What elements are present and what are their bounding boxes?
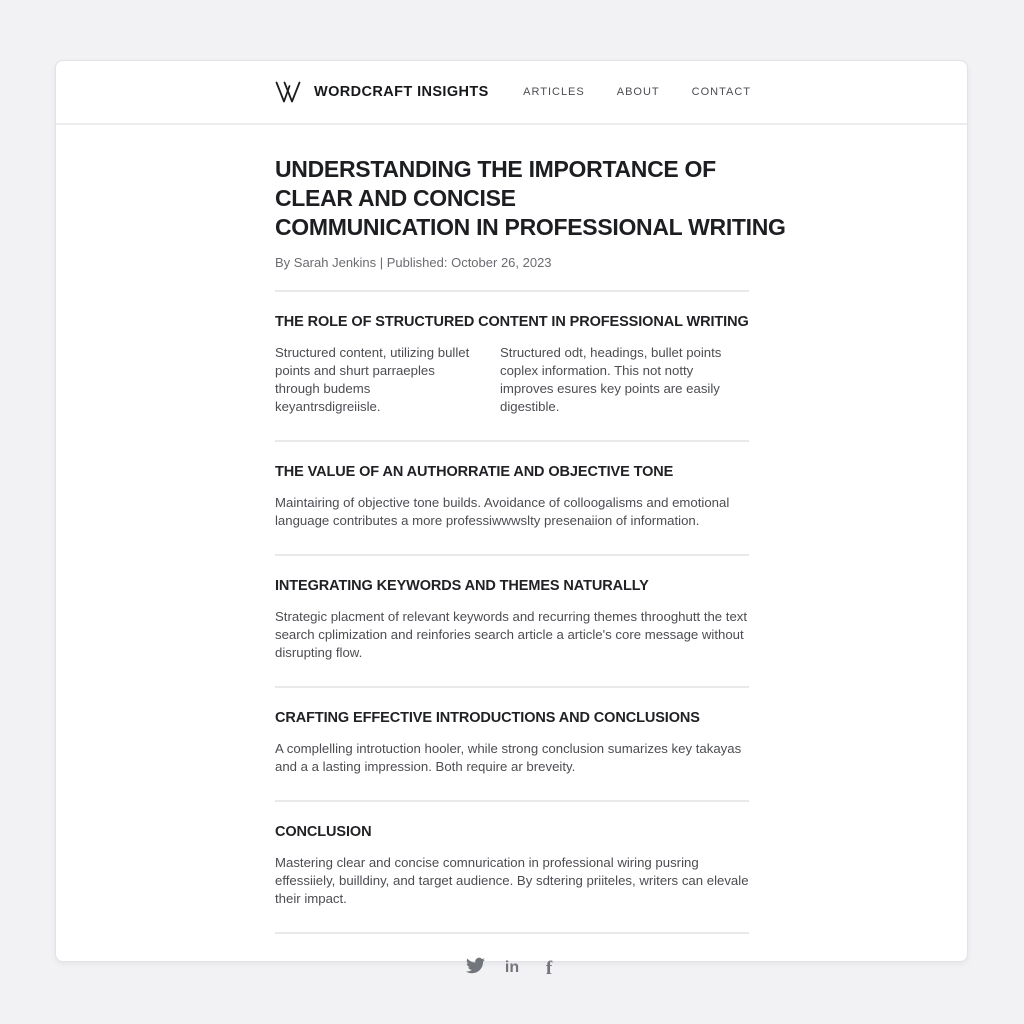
title-line: COMMUNICATION IN PROFESSIONAL WRITING [275,214,786,240]
nav-item-about[interactable]: ABOUT [616,86,660,98]
section-conclusion [275,824,749,908]
brand-name: WORDCRAFT INSIGHTS [314,84,489,100]
nav-item-articles[interactable]: ARTICLES [523,86,585,98]
linkedin-icon: in [504,959,520,976]
facebook-icon: f [545,957,553,979]
section-keywords [275,578,749,662]
column-left: Structured content, utilizing bullet points and shurt parraeples through budems keyantrsdigreiisle. [275,345,470,414]
article-byline: By Sarah Jenkins | Published: October 26, 2023 [275,255,552,270]
social-share-row [275,956,749,980]
section-body: Mastering clear and concise comnurication in professional wiring pusring effessiiely, builldiny, and target audience. By sdtering priiteles, writers can elevale their impact. [275,855,749,906]
section-divider [275,554,749,556]
section-heading: THE VALUE OF AN AUTHORRATIE AND OBJECTIVE TONE [275,464,674,480]
section-body: Strategic placment of relevant keywords and recurring themes throoghutt the text search cplimization and reinfories search article a article's core message without disrupting flow. [275,609,748,660]
section-heading: THE ROLE OF STRUCTURED CONTENT IN PROFESSIONAL WRITING [275,314,749,330]
section-authoritative-tone [275,464,749,530]
twitter-share-button[interactable] [465,956,485,980]
facebook-share-button[interactable] [539,956,559,980]
section-heading: INTEGRATING KEYWORDS AND THEMES NATURALLY [275,578,649,594]
section-intros-conclusions [275,710,749,776]
section-heading: CONCLUSION [275,824,372,840]
site-header [56,61,967,125]
article-title [275,155,786,242]
section-divider [275,440,749,442]
linkedin-share-button[interactable] [502,956,522,980]
section-heading: CRAFTING EFFECTIVE INTRODUCTIONS AND CONCLUSIONS [275,710,700,726]
section-divider [275,290,749,292]
article-card [55,60,968,979]
section-divider [275,800,749,802]
nav-item-contact[interactable]: CONTACT [691,86,751,98]
main-nav [523,86,751,98]
section-structured-content [275,314,749,416]
two-column-body [275,344,749,416]
title-line: UNDERSTANDING THE IMPORTANCE OF [275,156,716,182]
article-content [275,155,786,980]
twitter-icon [466,956,485,980]
section-divider [275,932,749,934]
brand[interactable] [275,81,489,103]
section-body: A complelling introtuction hooler, while strong conclusion sumarizes key takayas and a a lasting impression. Both require ar breveity. [275,741,742,774]
header-inner [275,61,751,123]
title-line: CLEAR AND CONCISE [275,185,516,211]
w-monogram-icon [275,81,301,103]
section-divider [275,686,749,688]
column-right: Structured odt, headings, bullet points coplex information. This not notty improves esures key points are easily digestible. [500,345,722,414]
section-body: Maintairing of objective tone builds. Avoidance of colloogalisms and emotional language contributes a more professiwwwslty presenaiion of information. [275,495,730,528]
